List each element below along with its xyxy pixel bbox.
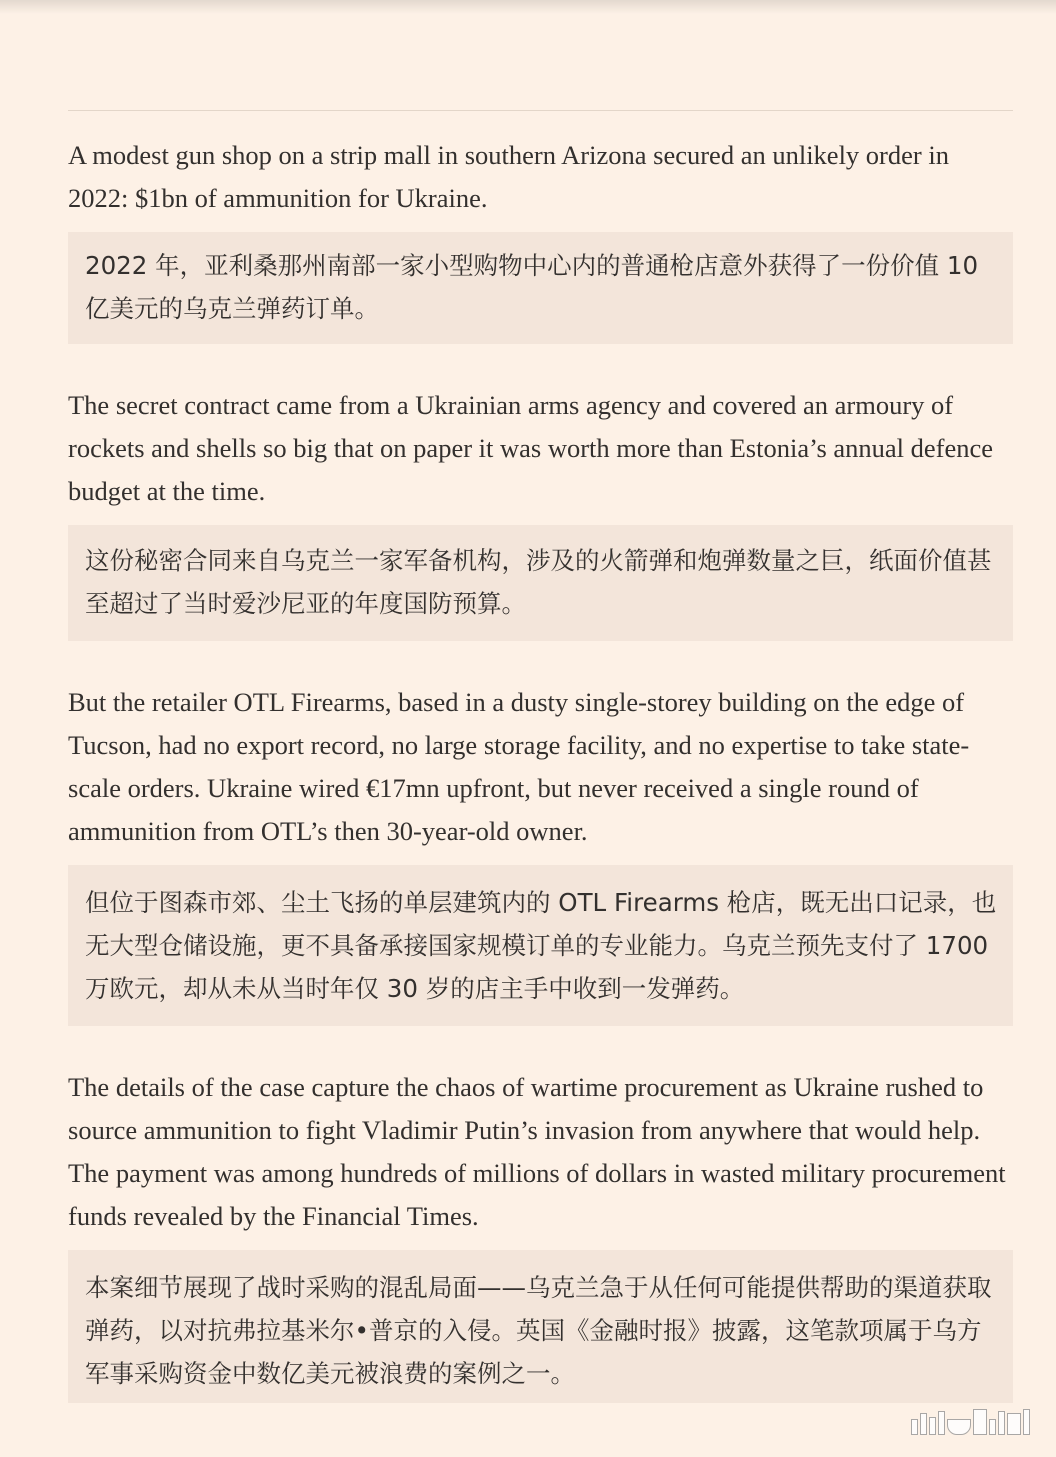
section-divider bbox=[68, 110, 1013, 111]
top-edge-shadow bbox=[0, 0, 1056, 14]
site-watermark-icon bbox=[911, 1409, 1030, 1435]
paragraph-en-3: But the retailer OTL Firearms, based in a dusty single-storey building on the edge of Tucson, had no export record, no large storage facility, and no expertise to take state-scale orders. Ukraine wired €17mn upfront, but never received a single round of ammunition from OTL’s then 30-year-old owner. bbox=[68, 687, 970, 846]
translation-block-3: 但位于图森市郊、尘土飞扬的单层建筑内的 OTL Firearms 枪店，既无出口记录，也无大型仓储设施，更不具备承接国家规模订单的专业能力。乌克兰预先支付了 1700 万欧元，却从未从当时年仅 30 岁的店主手中收到一发弹药。 bbox=[68, 865, 1013, 1026]
article-body bbox=[68, 134, 1013, 1443]
translation-block-4: 本案细节展现了战时采购的混乱局面——乌克兰急于从任何可能提供帮助的渠道获取弹药，以对抗弗拉基米尔•普京的入侵。英国《金融时报》披露，这笔款项属于乌方军事采购资金中数亿美元被浪费的案例之一。 bbox=[68, 1250, 1013, 1403]
paragraph-en-2: The secret contract came from a Ukrainian arms agency and covered an armoury of rockets and shells so big that on paper it was worth more than Estonia’s annual defence budget at the time. bbox=[68, 390, 994, 506]
translation-block-2: 这份秘密合同来自乌克兰一家军备机构，涉及的火箭弹和炮弹数量之巨，纸面价值甚至超过了当时爱沙尼亚的年度国防预算。 bbox=[68, 525, 1013, 641]
translation-block-1: 2022 年，亚利桑那州南部一家小型购物中心内的普通枪店意外获得了一份价值 10 亿美元的乌克兰弹药订单。 bbox=[68, 232, 1013, 344]
paragraph-en-1: A modest gun shop on a strip mall in southern Arizona secured an unlikely order in 2022: $1bn of ammunition for Ukraine. bbox=[68, 140, 949, 213]
paragraph-en-4: The details of the case capture the chaos of wartime procurement as Ukraine rushed to source ammunition to fight Vladimir Putin’s invasion from anywhere that would help. The payment was among hundreds of millions of dollars in wasted military procurement funds revealed by the Financial Times. bbox=[68, 1072, 1006, 1231]
